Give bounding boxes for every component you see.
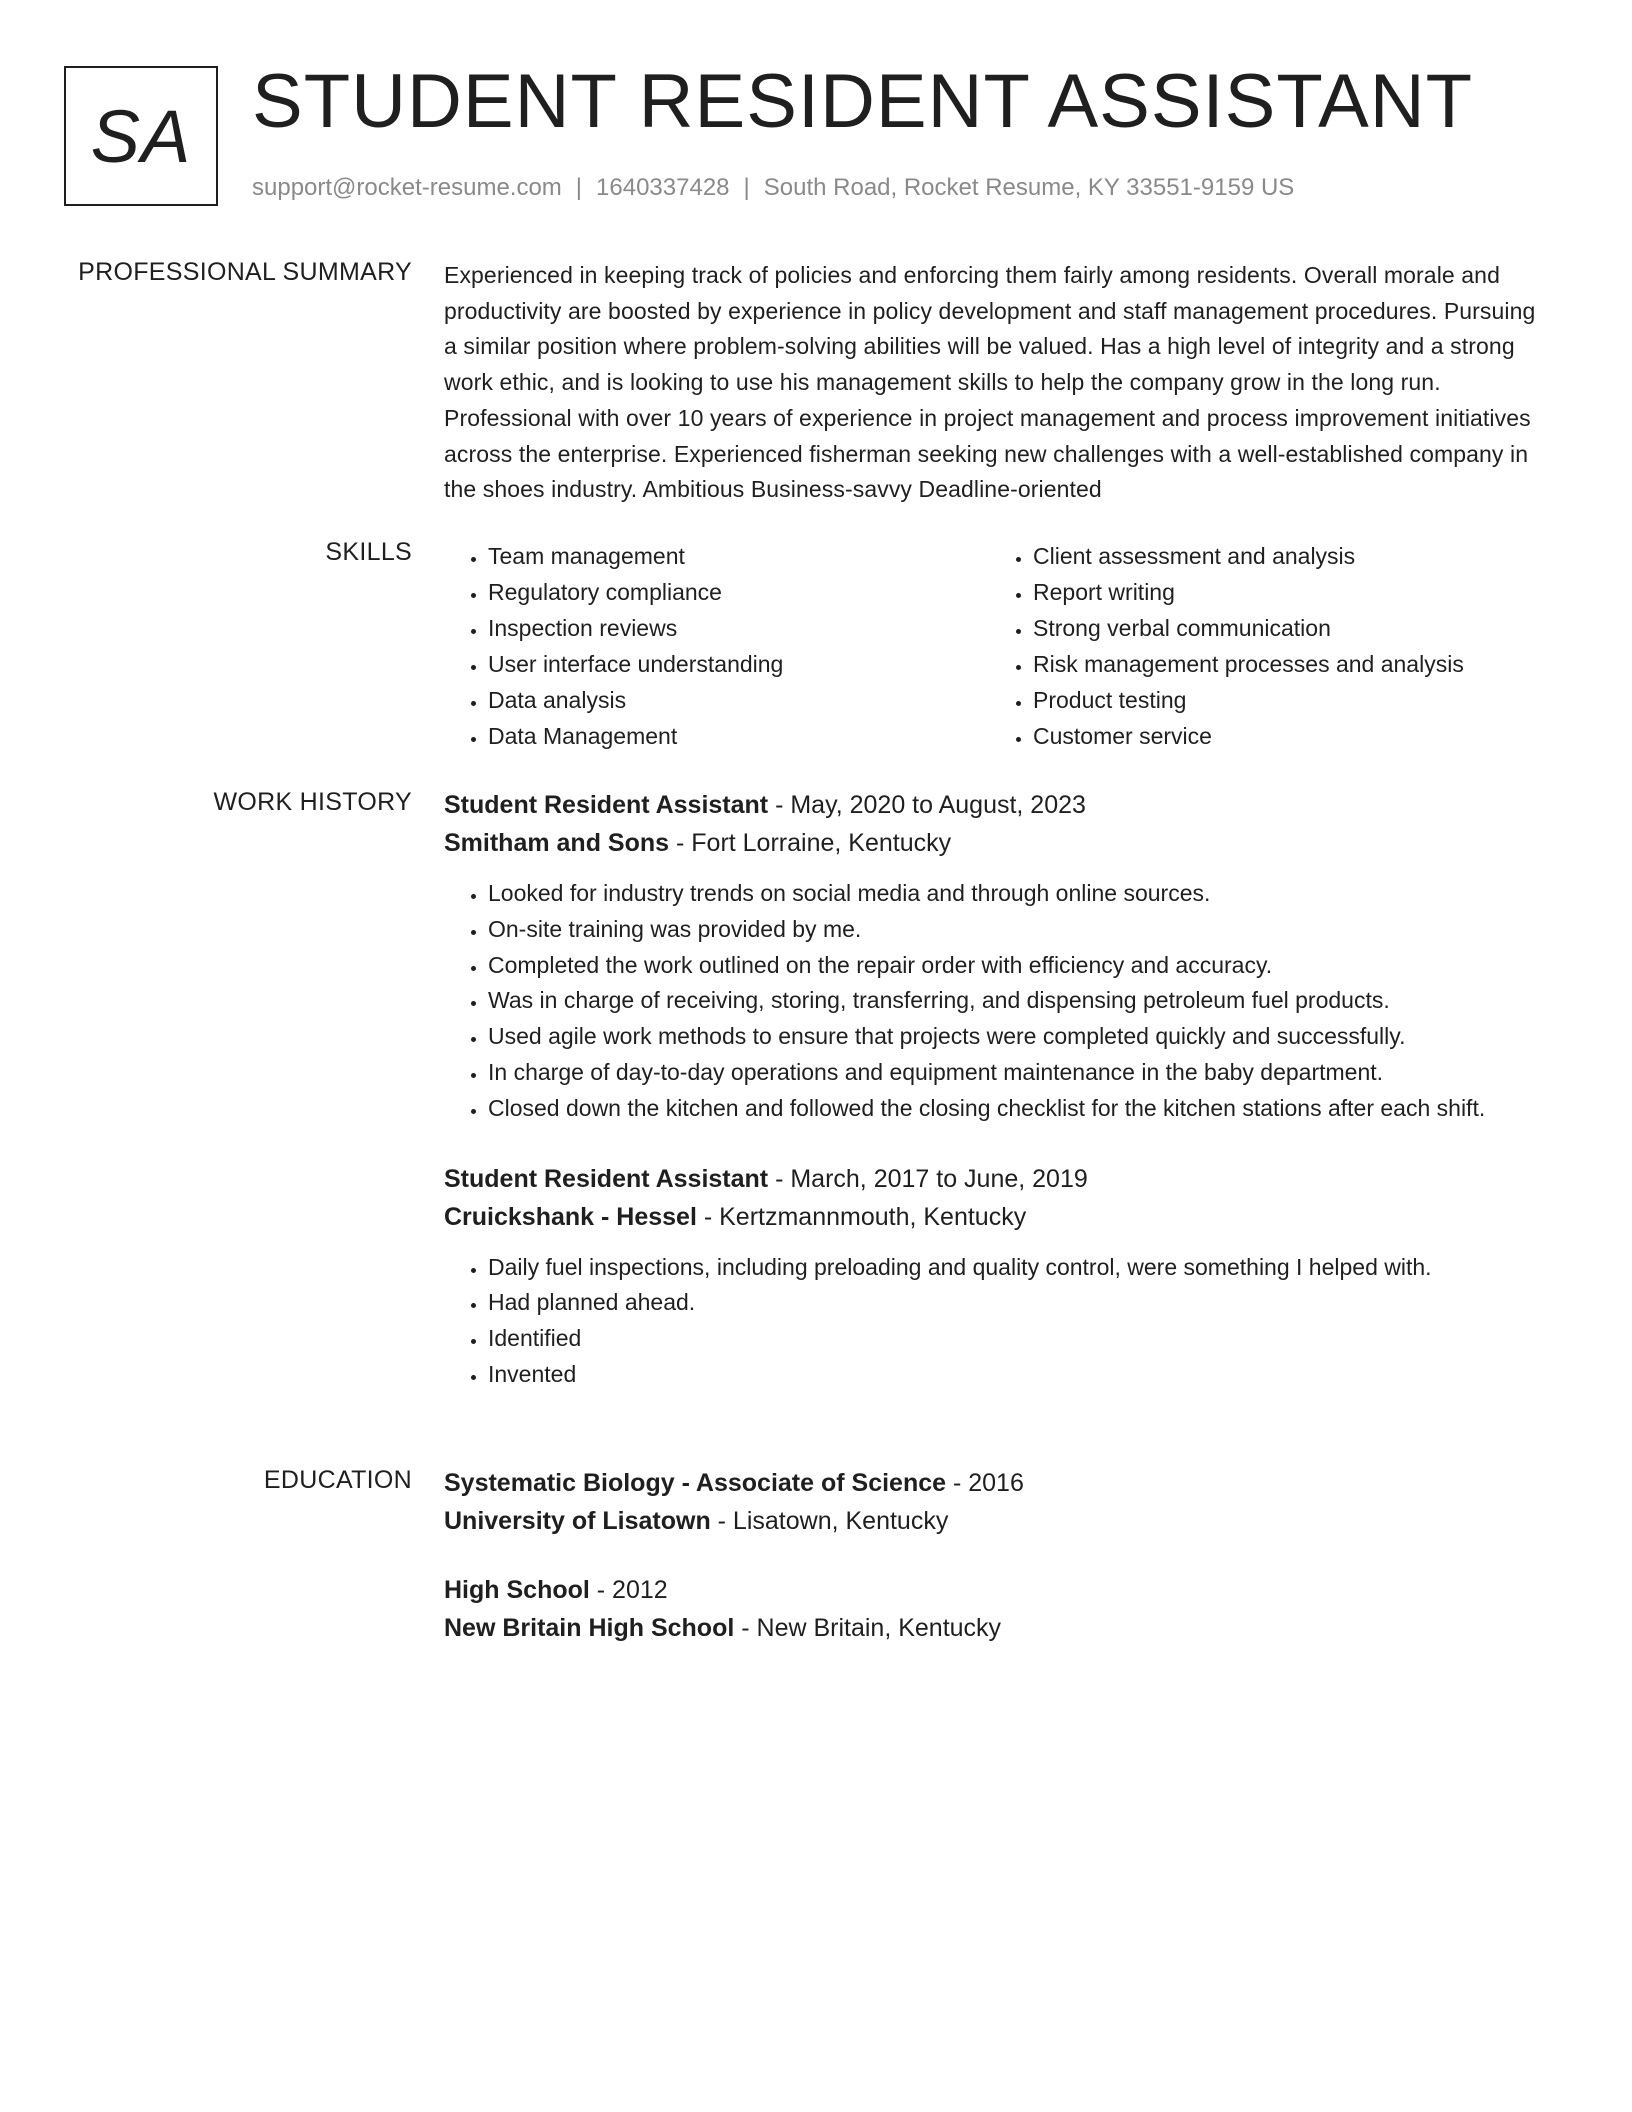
skills-heading: SKILLS bbox=[325, 538, 412, 566]
job-bullet: • Was in charge of receiving, storing, transferring, and dispensing petroleum fuel products. bbox=[488, 983, 1552, 1019]
contact-address: South Road, Rocket Resume, KY 33551-9159 US bbox=[763, 174, 1295, 201]
work-body bbox=[444, 786, 1552, 1393]
skill-item: • Strong verbal communication bbox=[1033, 610, 1534, 646]
summary-heading: PROFESSIONAL SUMMARY bbox=[78, 258, 412, 286]
skill-item: • Data Management bbox=[488, 718, 989, 754]
education-year: - 2012 bbox=[589, 1576, 668, 1604]
job-bullet: • Had planned ahead. bbox=[488, 1285, 1552, 1321]
job-bullet: • Daily fuel inspections, including preloading and quality control, were something I helped with. bbox=[488, 1250, 1552, 1286]
education-degree-line bbox=[444, 1571, 1552, 1609]
skill-item: • Customer service bbox=[1033, 718, 1534, 754]
contact-email[interactable]: support@rocket-resume.com bbox=[252, 174, 562, 201]
job-dates: - May, 2020 to August, 2023 bbox=[768, 791, 1086, 819]
job-company-line bbox=[444, 1198, 1552, 1236]
job-bullet: • Completed the work outlined on the repair order with efficiency and accuracy. bbox=[488, 948, 1552, 984]
skill-item: • User interface understanding bbox=[488, 646, 989, 682]
job-title: Student Resident Assistant bbox=[444, 791, 769, 819]
skills-list-left bbox=[444, 538, 989, 754]
job-title-line bbox=[444, 1160, 1552, 1198]
education-school: University of Lisatown bbox=[444, 1507, 711, 1535]
job-company-line bbox=[444, 824, 1552, 862]
education-heading: EDUCATION bbox=[263, 1466, 412, 1494]
education-school: New Britain High School bbox=[444, 1614, 735, 1642]
job-bullet: • Looked for industry trends on social media and through online sources. bbox=[488, 876, 1552, 912]
contact-separator: | bbox=[743, 174, 750, 201]
job-dates: - March, 2017 to June, 2019 bbox=[768, 1164, 1088, 1193]
education-degree-line bbox=[444, 1464, 1552, 1502]
education-school-line bbox=[444, 1609, 1552, 1647]
work-heading: WORK HISTORY bbox=[213, 788, 412, 816]
job-title: Student Resident Assistant bbox=[444, 1164, 769, 1193]
job-title-line bbox=[444, 786, 1552, 824]
initials-monogram bbox=[64, 66, 218, 206]
skill-item: • Product testing bbox=[1033, 682, 1534, 718]
contact-separator: | bbox=[575, 174, 583, 201]
skills-list-right bbox=[989, 538, 1534, 754]
skill-item: • Regulatory compliance bbox=[488, 574, 989, 610]
skills-body bbox=[444, 538, 1552, 754]
education-location: - New Britain, Kentucky bbox=[734, 1614, 1002, 1642]
job-bullet: • In charge of day-to-day operations and equipment maintenance in the baby department. bbox=[488, 1055, 1552, 1091]
job-location: - Kertzmannmouth, Kentucky bbox=[696, 1202, 1027, 1231]
contact-line bbox=[252, 174, 1294, 202]
education-location: - Lisatown, Kentucky bbox=[710, 1507, 949, 1535]
skill-item: • Team management bbox=[488, 538, 989, 574]
job-bullet: • Closed down the kitchen and followed the closing checklist for the kitchen stations after each shift. bbox=[488, 1091, 1552, 1127]
education-body bbox=[444, 1464, 1552, 1647]
job-bullet: • On-site training was provided by me. bbox=[488, 912, 1552, 948]
skill-item: • Client assessment and analysis bbox=[1033, 538, 1534, 574]
job-bullet-list bbox=[444, 876, 1552, 1127]
education-year: - 2016 bbox=[946, 1469, 1024, 1497]
education-entry bbox=[444, 1571, 1552, 1647]
job-company: Cruickshank - Hessel bbox=[444, 1202, 697, 1231]
contact-phone[interactable]: 1640337428 bbox=[596, 174, 730, 201]
skill-item: • Inspection reviews bbox=[488, 610, 989, 646]
job-bullet: • Identified bbox=[488, 1321, 1552, 1357]
education-entry bbox=[444, 1464, 1552, 1540]
job-location: - Fort Lorraine, Kentucky bbox=[669, 829, 952, 857]
initials-text: SA bbox=[90, 94, 192, 178]
skill-item: • Risk management processes and analysis bbox=[1033, 646, 1534, 682]
job-company: Smitham and Sons bbox=[444, 829, 670, 857]
summary-body bbox=[444, 258, 1552, 508]
education-degree: High School bbox=[444, 1576, 590, 1604]
education-degree: Systematic Biology - Associate of Science bbox=[444, 1469, 947, 1497]
skill-item: • Report writing bbox=[1033, 574, 1534, 610]
skill-item: • Data analysis bbox=[488, 682, 989, 718]
job-bullet-list bbox=[444, 1250, 1552, 1393]
job-entry bbox=[444, 786, 1552, 1127]
job-bullet: • Used agile work methods to ensure that projects were completed quickly and successfully. bbox=[488, 1019, 1552, 1055]
resume-title: STUDENT RESIDENT ASSISTANT bbox=[252, 59, 1474, 144]
summary-text: Experienced in keeping track of policies and enforcing them fairly among residents. Overall morale and productivity are boosted by experience in policy development and staff management procedures. Pursuing a similar position where problem-solving abilities will be valued. Has a high level of integrity and a strong work ethic, and is looking to use his management skills to help the company grow in the long run. Professional with over 10 years of experience in project management and process improvement initiatives across the enterprise. Experienced fisherman seeking new challenges with a well-established company in the shoes industry. Ambitious Business-savvy Deadline-oriented bbox=[444, 262, 1536, 503]
job-bullet: • Invented bbox=[488, 1357, 1552, 1393]
education-school-line bbox=[444, 1502, 1552, 1540]
job-entry bbox=[444, 1160, 1552, 1393]
